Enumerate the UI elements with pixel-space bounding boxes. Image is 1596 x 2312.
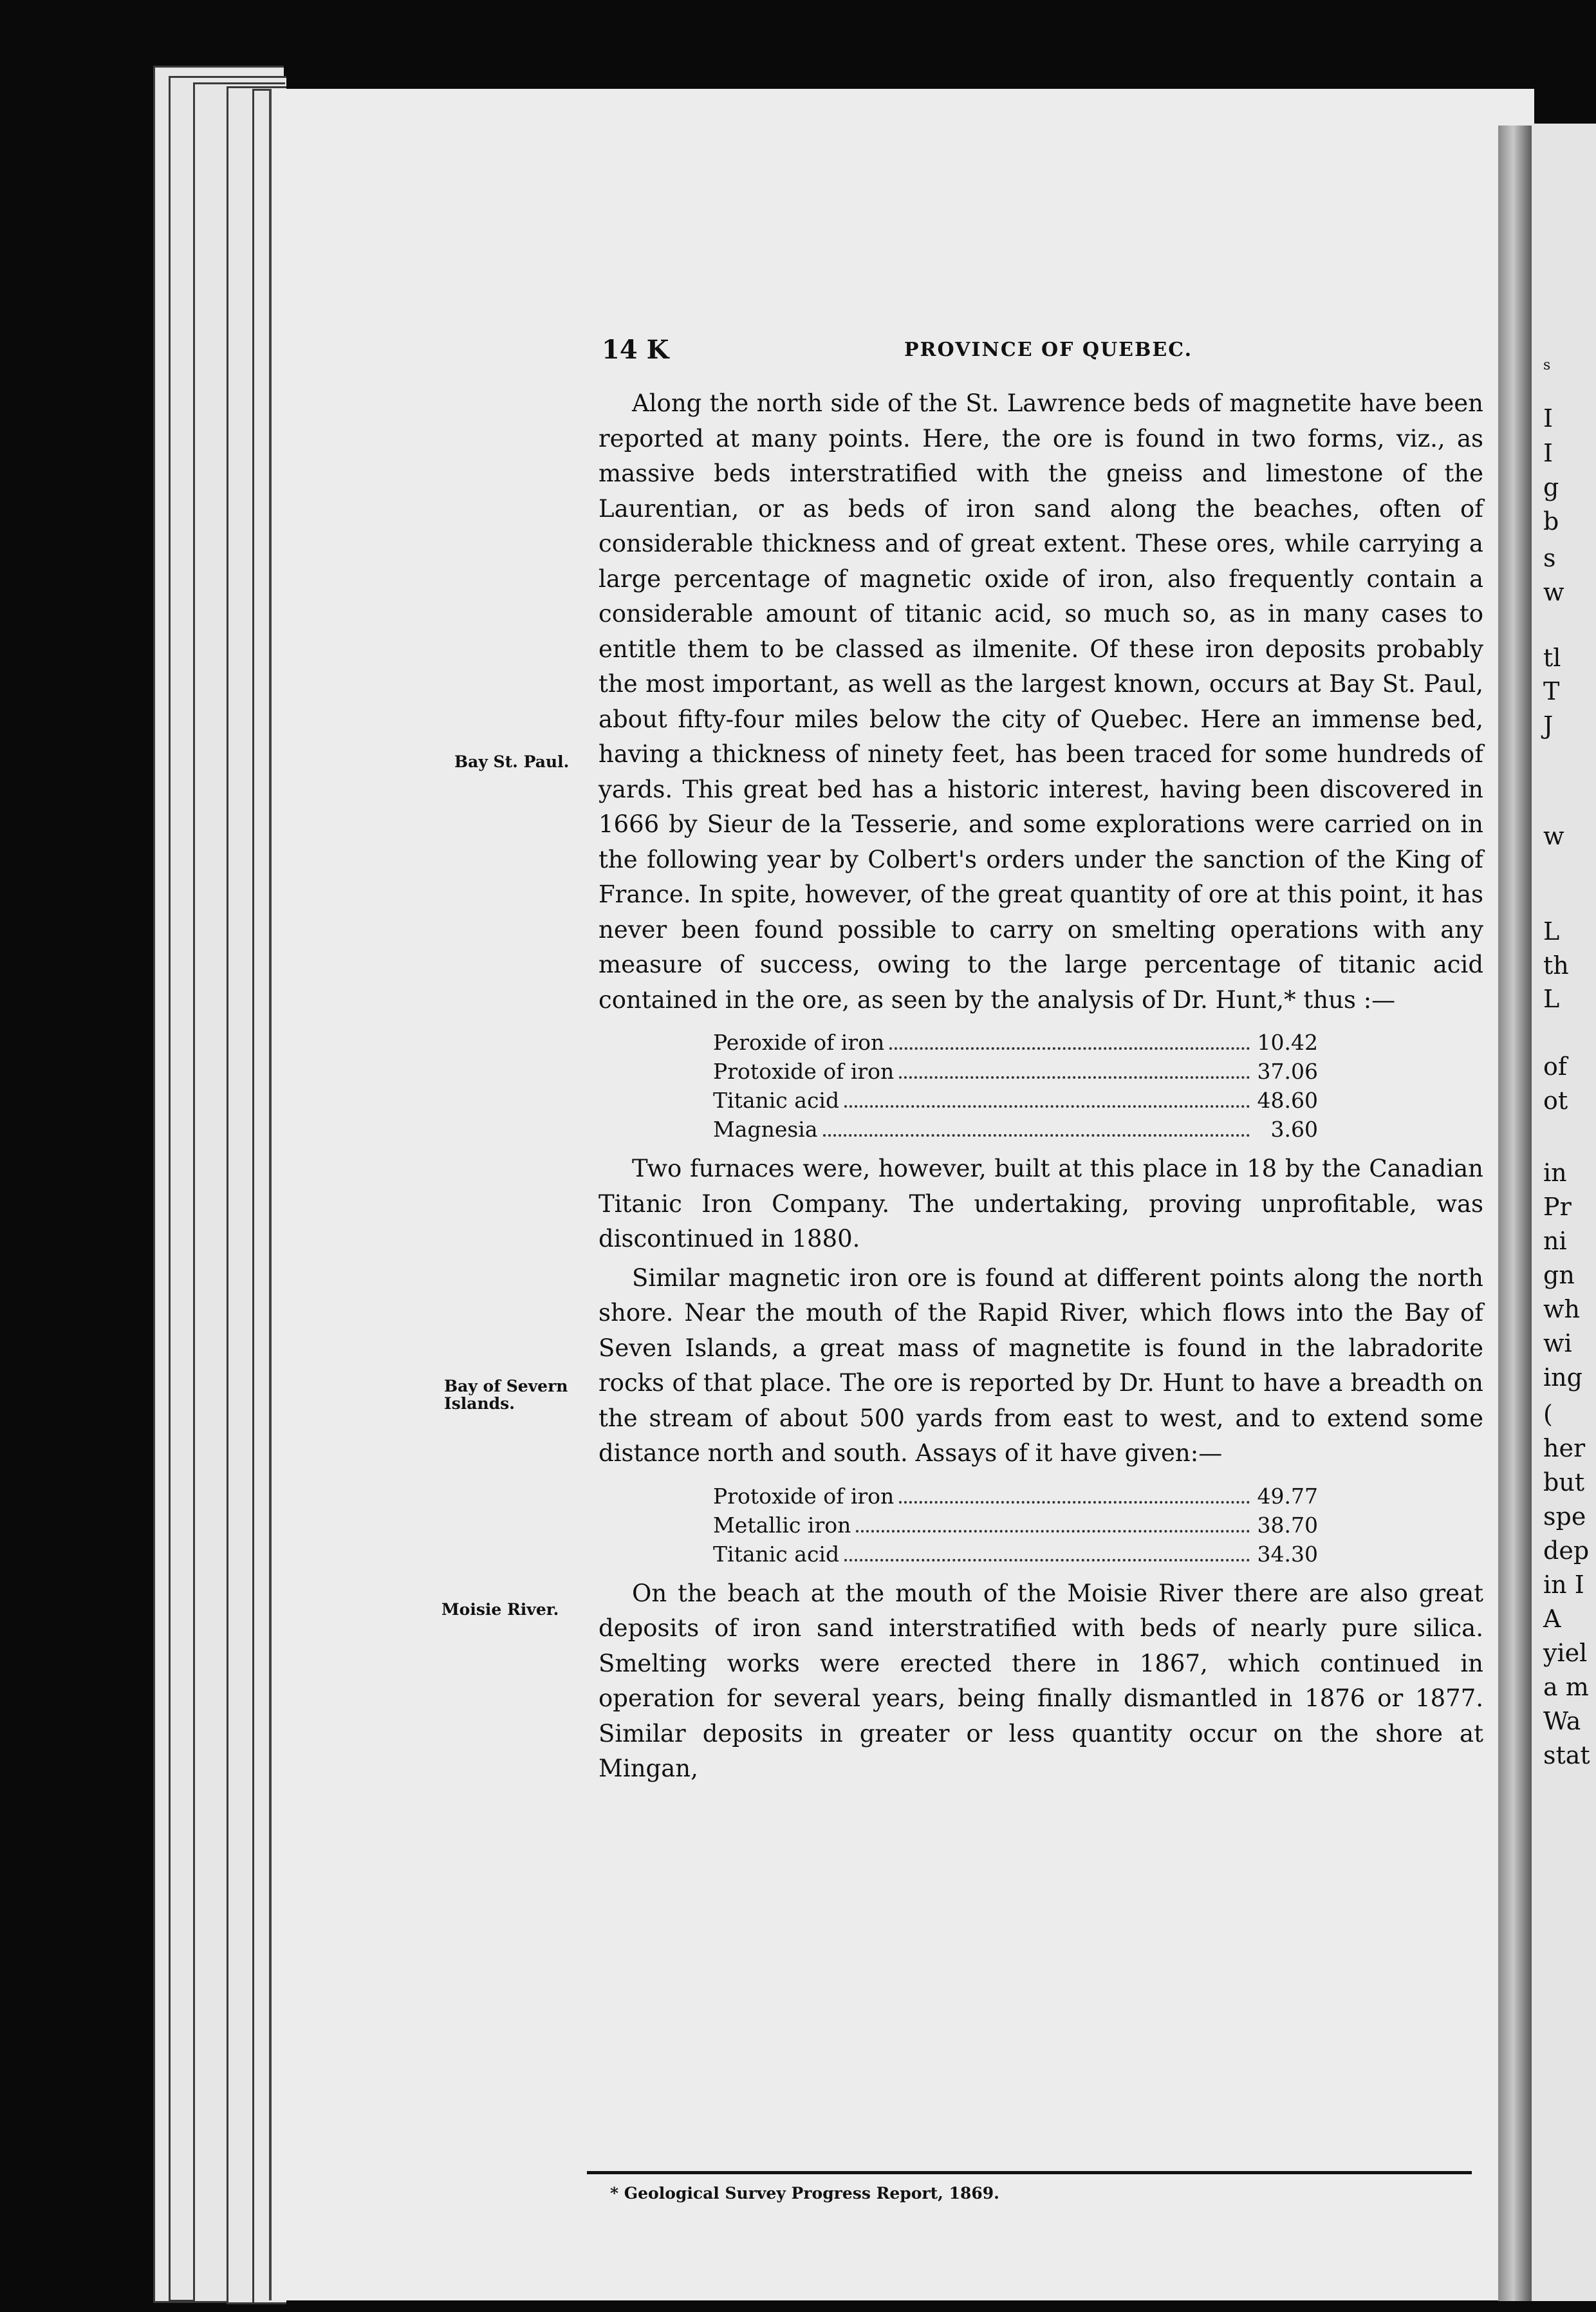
facing-page-fragment: I — [1543, 439, 1554, 467]
analysis-value: 49.77 — [1257, 1483, 1318, 1509]
facing-page-fragment: spe — [1543, 1502, 1586, 1531]
leader-dots — [856, 1530, 1250, 1533]
analysis-value: 34.30 — [1257, 1541, 1318, 1567]
facing-page-fragment: her — [1543, 1434, 1586, 1462]
facing-page-fragment: ni — [1543, 1227, 1567, 1255]
analysis-table-seven-islands — [713, 1482, 1318, 1569]
paragraph: Two furnaces were, however, built at this place in 18 by the Canadian Titanic Iron Company. The undertaking, proving unprofitable, was discontinued in 1880. — [598, 1155, 1483, 1253]
sidenote-line: Islands. — [444, 1394, 515, 1413]
facing-page-fragment: but — [1543, 1468, 1585, 1496]
running-head: PROVINCE OF QUEBEC. — [904, 339, 1193, 361]
facing-page-fragment: Pr — [1543, 1193, 1572, 1221]
footnote-rule — [587, 2171, 1472, 2174]
facing-page-fragment: s — [1543, 357, 1551, 373]
analysis-label: Peroxide of iron — [713, 1030, 885, 1055]
facing-page-fragment: th — [1543, 951, 1569, 980]
facing-page-fragment: w — [1543, 822, 1564, 850]
facing-page-fragment: s — [1543, 544, 1556, 572]
analysis-value: 37.06 — [1257, 1059, 1318, 1084]
facing-page-fragment: a m — [1543, 1673, 1589, 1701]
analysis-value: 48.60 — [1257, 1088, 1318, 1113]
analysis-row — [713, 1115, 1318, 1144]
facing-page-fragment: b — [1543, 507, 1559, 536]
facing-page-fragment: ot — [1543, 1086, 1568, 1115]
analysis-row — [713, 1482, 1318, 1511]
book-gutter — [1498, 126, 1532, 2301]
analysis-value: 3.60 — [1270, 1117, 1318, 1142]
facing-page-fragment: w — [1543, 578, 1564, 606]
analysis-row — [713, 1511, 1318, 1540]
facing-page-fragment: dep — [1543, 1536, 1590, 1565]
analysis-row — [713, 1028, 1318, 1057]
analysis-label: Titanic acid — [713, 1088, 840, 1113]
paragraph: Along the north side of the St. Lawrence beds of magnetite have been reported at many points. Here, the ore is found in two forms, viz., as massive beds interstratified with the gneiss and limestone of the Laurentian, or as beds of iron sand along the beaches, often of considerable thickness and of great extent. These ores, while carrying a large percentage of magnetic oxide of iron, also frequently contain a considerable amount of titanic acid, so much so, as in many cases to entitle them to be classed as ilmenite. Of these iron deposits probably the most important, as well as the largest known, occurs at Bay St. Paul, about fifty-four miles below the city of Quebec. Here an immense bed, having a thickness of ninety feet, has been traced for some hundreds of yards. This great bed has a historic interest, having been discovered in 1666 by Sieur de la Tesserie, and some explorations were carried on in the following year by Colbert's orders under the sanction of the King of France. In spite, however, of the great quantity of ore at this point, it has never been found possible to carry on smelting operations with any measure of success, owing to the large percentage of titanic acid contained in the ore, as seen by the analysis of Dr. Hunt,* thus :— — [598, 389, 1483, 1014]
sidenote-moisie-river: Moisie River. — [441, 1600, 559, 1619]
facing-page-fragment: tl — [1543, 644, 1561, 672]
facing-page-fragment: I — [1543, 404, 1554, 433]
leader-dots — [844, 1105, 1250, 1108]
paragraph: Similar magnetic iron ore is found at different points along the north shore. Near the mouth of the Rapid River, which flows into the Bay of Seven Islands, a great mass of magnetite is found in the labradorite rocks of that place. The ore is reported by Dr. Hunt to have a breadth on the stream of about 500 yards from east to west, and to extend some distance north and south. Assays of it have given:— — [598, 1263, 1483, 1467]
page-number: 14 K — [602, 335, 669, 365]
sidenote-line: Bay of Severn — [444, 1377, 568, 1395]
analysis-label: Titanic acid — [713, 1541, 840, 1567]
analysis-value: 38.70 — [1257, 1512, 1318, 1538]
body-text — [598, 386, 1483, 1791]
analysis-label: Protoxide of iron — [713, 1483, 895, 1509]
analysis-table-bay-st-paul — [713, 1028, 1318, 1144]
leader-dots — [899, 1076, 1250, 1079]
facing-page-fragment: yiel — [1543, 1639, 1588, 1667]
footnote: * Geological Survey Progress Report, 1869. — [610, 2184, 999, 2203]
facing-page-fragment: wh — [1543, 1295, 1580, 1323]
facing-page-fragment: L — [1543, 985, 1560, 1013]
paragraph: On the beach at the mouth of the Moisie River there are also great deposits of iron sand interstratified with beds of nearly pure silica. Smelting works were erected there in 1867, which continued in operation for several years, being finally dismantled in 1876 or 1877. Similar deposits in greater or less quantity occur on the shore at Mingan, — [598, 1579, 1483, 1782]
analysis-row — [713, 1057, 1318, 1086]
leader-dots — [844, 1559, 1250, 1562]
facing-page-fragment: Wa — [1543, 1707, 1581, 1735]
facing-page-fragment: in — [1543, 1159, 1567, 1187]
analysis-row — [713, 1540, 1318, 1569]
sidenote-bay-st-paul: Bay St. Paul. — [454, 752, 570, 771]
leader-dots — [899, 1501, 1250, 1504]
facing-page-fragment: of — [1543, 1052, 1567, 1081]
leader-dots — [889, 1047, 1250, 1050]
leader-dots — [823, 1134, 1250, 1137]
facing-page-fragment: wi — [1543, 1329, 1572, 1357]
facing-page-fragment: stat — [1543, 1741, 1590, 1769]
facing-page-fragment: gn — [1543, 1261, 1575, 1289]
facing-page-fragment: J — [1543, 711, 1554, 740]
facing-page-fragment: L — [1543, 917, 1560, 946]
analysis-label: Protoxide of iron — [713, 1059, 895, 1084]
facing-page-fragment: ing — [1543, 1363, 1582, 1392]
facing-page-fragment: ( — [1543, 1400, 1553, 1428]
facing-page-fragment: T — [1543, 677, 1560, 705]
facing-page-fragment: A — [1543, 1605, 1561, 1633]
page-header — [602, 335, 1483, 373]
analysis-row — [713, 1086, 1318, 1115]
facing-page-fragment: g — [1543, 473, 1559, 501]
analysis-label: Magnesia — [713, 1117, 818, 1142]
facing-page-fragment: in I — [1543, 1571, 1584, 1599]
sidenote-bay-of-seven-islands — [444, 1377, 568, 1412]
analysis-value: 10.42 — [1257, 1030, 1318, 1055]
analysis-label: Metallic iron — [713, 1512, 851, 1538]
